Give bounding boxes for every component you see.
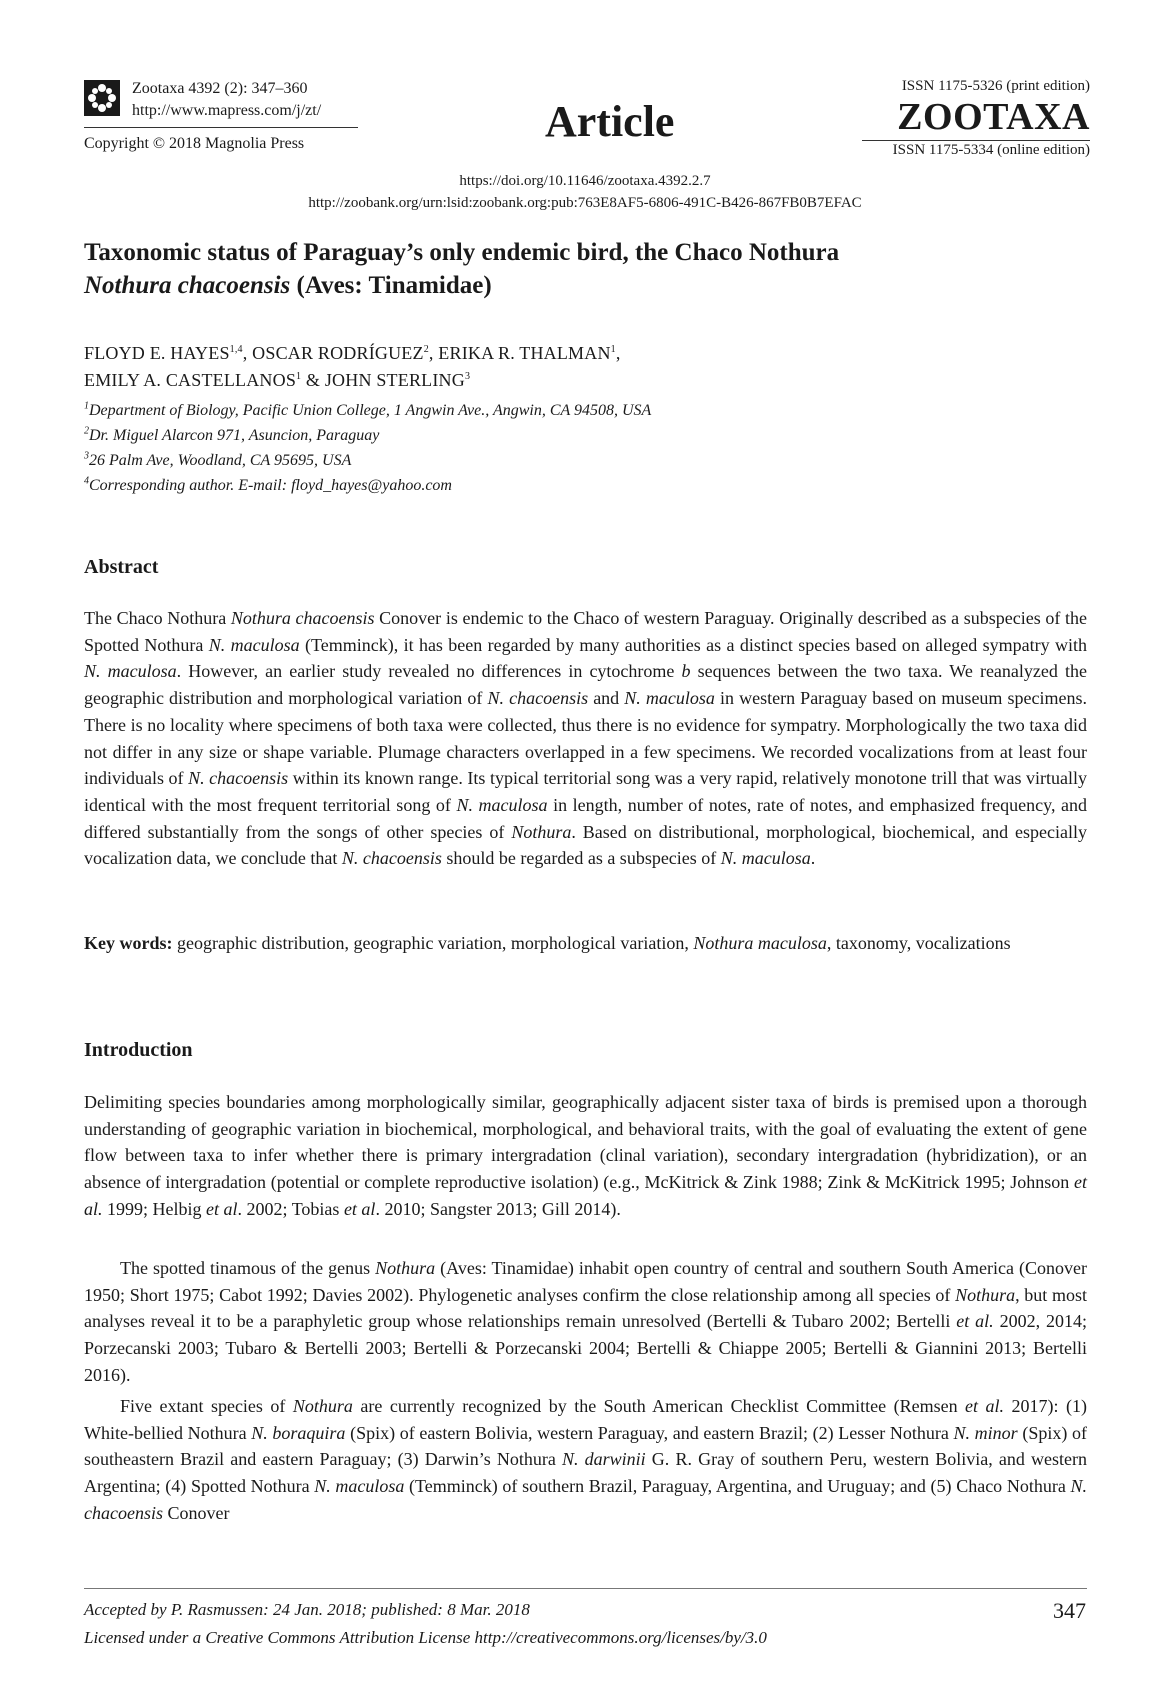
header-rule-left <box>84 127 358 128</box>
doi-link[interactable]: https://doi.org/10.11646/zootaxa.4392.2.7 <box>459 173 711 189</box>
issn-online: ISSN 1175-5334 (online edition) <box>892 142 1090 158</box>
author-list <box>84 340 1094 394</box>
copyright: Copyright © 2018 Magnolia Press <box>84 135 305 152</box>
article-label: Article <box>545 97 675 146</box>
doi-block <box>0 170 1170 214</box>
page-number: 347 <box>1053 1598 1086 1623</box>
journal-brand: ZOOTAXA <box>897 96 1090 138</box>
author-line-1: FLOYD E. HAYES$^{1,4}$, OSCAR RODRÍGUEZ$^2$, ERIKA R. THALMAN$^1$, <box>84 343 621 363</box>
affiliation-4: $^4$Corresponding author. E-mail: floyd_hayes@yahoo.com <box>84 475 452 494</box>
header-rule-right <box>862 140 1090 141</box>
introduction-heading: Introduction <box>84 1039 193 1061</box>
journal-issue: Zootaxa 4392 (2): 347–360 <box>132 80 308 97</box>
journal-url[interactable]: http://www.mapress.com/j/zt/ <box>132 102 322 119</box>
author-line-2: EMILY A. CASTELLANOS$^1$ & JOHN STERLING$^3$ <box>84 370 471 390</box>
intro-paragraph-3: Five extant species of Nothura are currently recognized by the South American Checklist Committee (Remsen et al. 2017): (1) White-bellied Nothura N. boraquira (Spix) of eastern Bolivia, western Paraguay, and eastern Brazil; (2) Lesser Nothura N. minor (Spix) of southeastern Brazil and eastern Paraguay; (3) Darwin’s Nothura N. darwinii G. R. Gray of southern Peru, western Bolivia, and western Argentina; (4) Spotted Nothura N. maculosa (Temminck) of southern Brazil, Paraguay, Argentina, and Uruguay; and (5) Chaco Nothura N. chacoensis Conover <box>84 1396 1087 1523</box>
affiliation-2: $^2$Dr. Miguel Alarcon 971, Asuncion, Paraguay <box>84 425 380 444</box>
abstract-heading: Abstract <box>84 556 159 578</box>
accepted-line: Accepted by P. Rasmussen: 24 Jan. 2018; published: 8 Mar. 2018 <box>84 1600 530 1619</box>
intro-paragraph-2: The spotted tinamous of the genus Nothura (Aves: Tinamidae) inhabit open country of central and southern South America (Conover 1950; Short 1975; Cabot 1992; Davies 2002). Phylogenetic analyses confirm the close relationship among all species of Nothura, but most analyses reveal it to be a paraphyletic group whose relationships remain unresolved (Bertelli & Tubaro 2002; Bertelli et al. 2002, 2014; Porzecanski 2003; Tubaro & Bertelli 2003; Bertelli & Porzecanski 2004; Bertelli & Chiappe 2005; Bertelli & Giannini 2013; Bertelli 2016). <box>84 1258 1087 1385</box>
intro-paragraph-1: Delimiting species boundaries among morphologically similar, geographically adjacent sister taxa of birds is premised upon a thorough understanding of geographic variation in biochemical, morphological, and behavioral traits, with the goal of evaluating the extent of gene flow between taxa to infer whether there is primary intergradation (clinal variation), secondary intergradation (hybridization), or an absence of intergradation (potential or complete reproductive isolation) (e.g., McKitrick & Zink 1988; Zink & McKitrick 1995; Johnson et al. 1999; Helbig et al. 2002; Tobias et al. 2010; Sangster 2013; Gill 2014). <box>84 1092 1087 1219</box>
paper-title <box>84 236 1094 302</box>
journal-brand-block <box>830 78 1090 137</box>
footer-block <box>84 1596 767 1652</box>
issn-print: ISSN 1175-5326 (print edition) <box>901 78 1090 94</box>
abstract-body: The Chaco Nothura Nothura chacoensis Conover is endemic to the Chaco of western Paraguay. Originally described as a subspecies of the Spotted Nothura N. maculosa (Temminck), it has been regarded by many authorities as a distinct species based on alleged sympatry with N. maculosa. However, an earlier study revealed no differences in cytochrome b sequences between the two taxa. We reanalyzed the geographic distribution and morphological variation of N. chacoensis and N. maculosa in western Paraguay based on museum specimens. There is no locality where specimens of both taxa were collected, thus there is no evidence for sympatry. Morphologically the two taxa did not differ in any size or shape variable. Plumage characters overlapped in a few specimens. We recorded vocalizations from at least four individuals of N. chacoensis within its known range. Its typical territorial song was a very rapid, relatively monotone trill that was virtually identical with the most frequent territorial song of N. maculosa in length, number of notes, rate of notes, and emphasized frequency, and differed substantially from the songs of other species of Nothura. Based on distributional, morphological, biochemical, and especially vocalization data, we conclude that N. chacoensis should be regarded as a subspecies of N. maculosa. <box>84 608 1088 869</box>
keywords: Key words: geographic distribution, geographic variation, morphological variation, Nothura maculosa, taxonomy, vocalizations <box>84 933 1011 953</box>
affiliation-1: $^1$Department of Biology, Pacific Union College, 1 Angwin Ave., Angwin, CA 94508, USA <box>84 400 652 419</box>
corresponding-email[interactable]: Corresponding author. E-mail: floyd_hayes@yahoo.com <box>89 477 452 494</box>
title-line-2: Nothura chacoensis (Aves: Tinamidae) <box>84 272 492 299</box>
affiliation-3: $^3$26 Palm Ave, Woodland, CA 95695, USA <box>84 450 352 469</box>
footer-rule <box>84 1588 1087 1589</box>
license-line[interactable]: Licensed under a Creative Commons Attribution License http://creativecommons.org/licenses/by/3.0 <box>84 1628 767 1647</box>
title-line-1: Taxonomic status of Paraguay’s only endemic bird, the Chaco Nothura <box>84 239 840 266</box>
zoobank-link[interactable]: http://zoobank.org/urn:lsid:zoobank.org:pub:763E8AF5-6806-491C-B426-867FB0B7EFAC <box>308 195 862 211</box>
keywords-label: Key words: <box>84 933 173 953</box>
affiliations <box>84 398 1094 498</box>
publisher-logo-icon <box>84 80 120 116</box>
